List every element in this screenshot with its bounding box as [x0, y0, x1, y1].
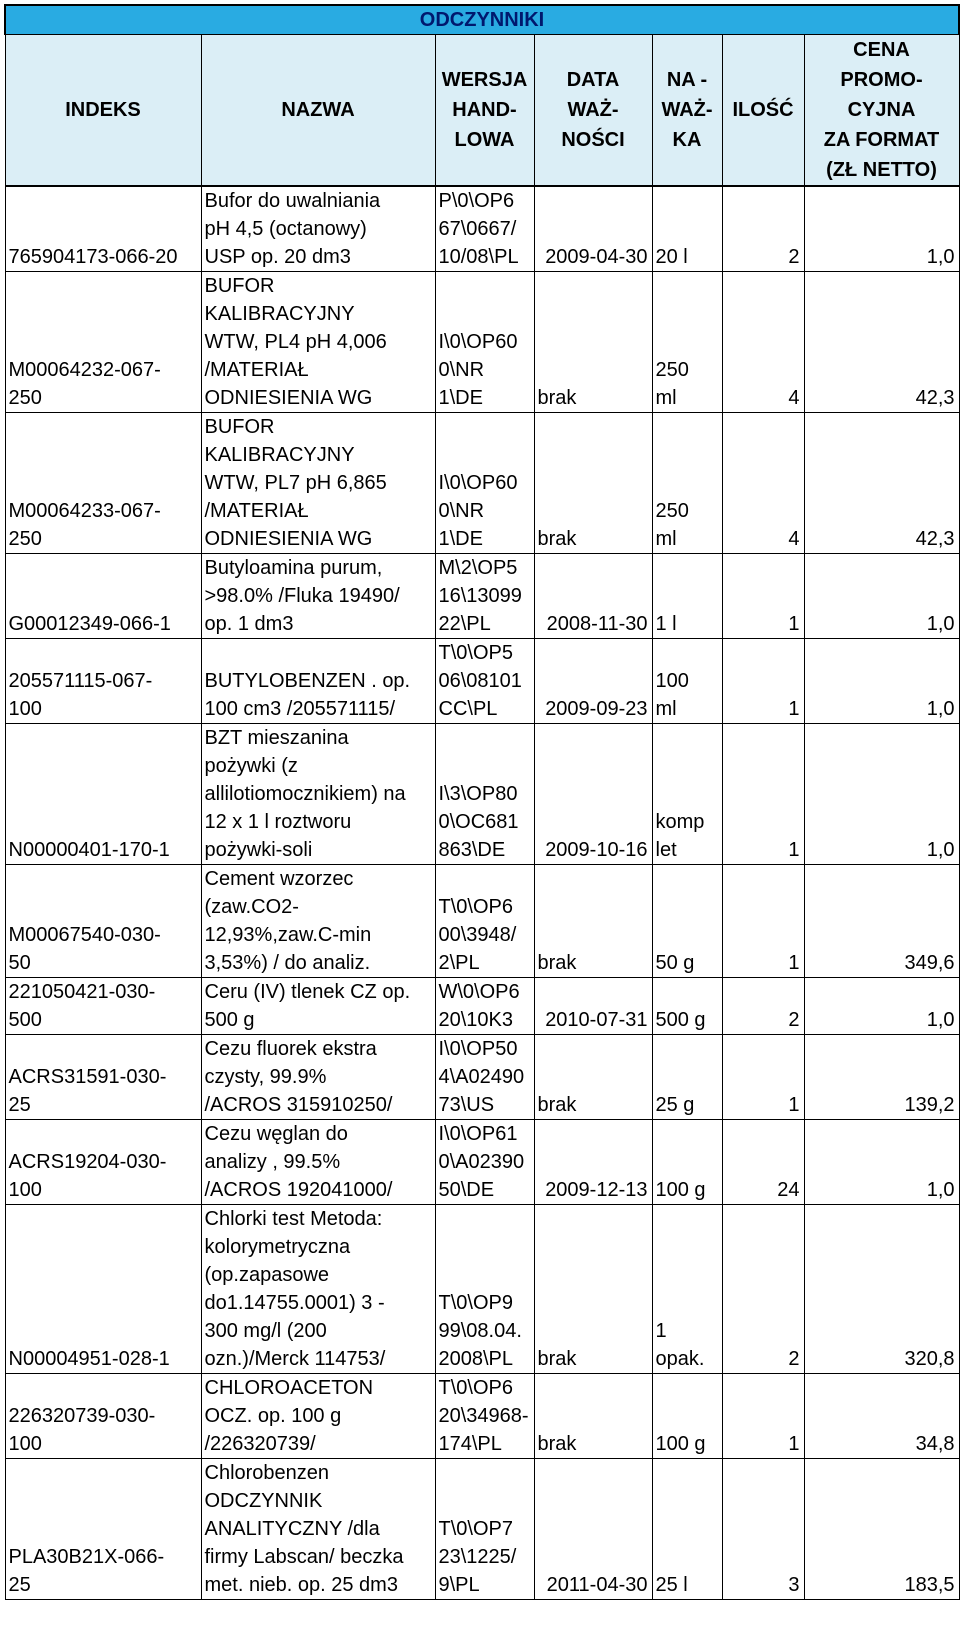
cell-ilosc: 1: [722, 639, 804, 724]
cell-data: brak: [534, 1035, 652, 1120]
cell-indeks: N00004951-028-1: [5, 1205, 201, 1374]
table-row: [5, 413, 959, 554]
cell-cena: 349,6: [804, 865, 959, 978]
cell-indeks: N00000401-170-1: [5, 724, 201, 865]
cell-ilosc: 2: [722, 978, 804, 1035]
cell-ilosc: 1: [722, 865, 804, 978]
cell-cena: 1,0: [804, 724, 959, 865]
table-row: [5, 1205, 959, 1374]
cell-nawazka: 50 g: [652, 865, 722, 978]
cell-data: brak: [534, 1374, 652, 1459]
cell-data: brak: [534, 865, 652, 978]
cell-nazwa: BZT mieszanina pożywki (z allilotiomocznikiem) na 12 x 1 l roztworu pożywki-soli: [201, 724, 435, 865]
cell-nazwa: Chlorki test Metoda: kolorymetryczna (op.zapasowe do1.14755.0001) 3 - 300 mg/l (200 ozn.)/Merck 114753/: [201, 1205, 435, 1374]
cell-nawazka: 20 l: [652, 186, 722, 272]
table-title: ODCZYNNIKI: [5, 5, 959, 35]
cell-cena: 139,2: [804, 1035, 959, 1120]
cell-nawazka: 500 g: [652, 978, 722, 1035]
cell-data: 2009-12-13: [534, 1120, 652, 1205]
cell-nazwa: BUFOR KALIBRACYJNY WTW, PL7 pH 6,865 /MATERIAŁ ODNIESIENIA WG: [201, 413, 435, 554]
cell-ilosc: 1: [722, 1035, 804, 1120]
cell-wersja: W\0\OP6 20\10K3: [435, 978, 534, 1035]
cell-data: 2008-11-30: [534, 554, 652, 639]
reagents-table-container: [4, 4, 958, 1600]
table-row: [5, 978, 959, 1035]
table-row: [5, 1035, 959, 1120]
cell-cena: 320,8: [804, 1205, 959, 1374]
header-wersja: WERSJA HAND- LOWA: [435, 35, 534, 187]
cell-nawazka: 100 ml: [652, 639, 722, 724]
cell-nazwa: Cezu fluorek ekstra czysty, 99.9% /ACROS 315910250/: [201, 1035, 435, 1120]
cell-nazwa: BUTYLOBENZEN . op. 100 cm3 /205571115/: [201, 639, 435, 724]
cell-wersja: T\0\OP5 06\08101 CC\PL: [435, 639, 534, 724]
cell-data: brak: [534, 1205, 652, 1374]
cell-indeks: M00064233-067- 250: [5, 413, 201, 554]
cell-nazwa: Cement wzorzec (zaw.CO2- 12,93%,zaw.C-min 3,53%) / do analiz.: [201, 865, 435, 978]
cell-wersja: I\0\OP60 0\NR 1\DE: [435, 413, 534, 554]
cell-indeks: 226320739-030- 100: [5, 1374, 201, 1459]
table-row: [5, 1459, 959, 1600]
table-row: [5, 272, 959, 413]
table-row: [5, 1120, 959, 1205]
cell-nawazka: 1 l: [652, 554, 722, 639]
header-nawazka: NA - WAŻ- KA: [652, 35, 722, 187]
cell-cena: 1,0: [804, 978, 959, 1035]
cell-nazwa: Bufor do uwalniania pH 4,5 (octanowy) USP op. 20 dm3: [201, 186, 435, 272]
cell-nazwa: Chlorobenzen ODCZYNNIK ANALITYCZNY /dla firmy Labscan/ beczka met. nieb. op. 25 dm3: [201, 1459, 435, 1600]
cell-nawazka: 250 ml: [652, 272, 722, 413]
cell-nawazka: komp let: [652, 724, 722, 865]
header-indeks: INDEKS: [5, 35, 201, 187]
cell-ilosc: 24: [722, 1120, 804, 1205]
cell-wersja: I\0\OP60 0\NR 1\DE: [435, 272, 534, 413]
cell-data: 2009-10-16: [534, 724, 652, 865]
table-row: [5, 186, 959, 272]
cell-wersja: T\0\OP6 00\3948/ 2\PL: [435, 865, 534, 978]
cell-ilosc: 1: [722, 1374, 804, 1459]
table-row: [5, 639, 959, 724]
cell-cena: 1,0: [804, 639, 959, 724]
reagents-table: [4, 4, 960, 1600]
cell-ilosc: 2: [722, 1205, 804, 1374]
cell-cena: 1,0: [804, 1120, 959, 1205]
cell-nawazka: 25 l: [652, 1459, 722, 1600]
cell-data: 2010-07-31: [534, 978, 652, 1035]
table-row: [5, 554, 959, 639]
cell-nazwa: BUFOR KALIBRACYJNY WTW, PL4 pH 4,006 /MATERIAŁ ODNIESIENIA WG: [201, 272, 435, 413]
cell-wersja: T\0\OP6 20\34968- 174\PL: [435, 1374, 534, 1459]
table-row: [5, 724, 959, 865]
cell-wersja: I\0\OP61 0\A02390 50\DE: [435, 1120, 534, 1205]
cell-cena: 1,0: [804, 186, 959, 272]
cell-nazwa: CHLOROACETON OCZ. op. 100 g /226320739/: [201, 1374, 435, 1459]
cell-wersja: M\2\OP5 16\13099 22\PL: [435, 554, 534, 639]
cell-wersja: I\0\OP50 4\A02490 73\US: [435, 1035, 534, 1120]
cell-nawazka: 100 g: [652, 1374, 722, 1459]
cell-ilosc: 1: [722, 724, 804, 865]
table-row: [5, 865, 959, 978]
cell-nawazka: 250 ml: [652, 413, 722, 554]
header-nazwa: NAZWA: [201, 35, 435, 187]
cell-wersja: T\0\OP9 99\08.04. 2008\PL: [435, 1205, 534, 1374]
cell-ilosc: 4: [722, 272, 804, 413]
cell-nazwa: Ceru (IV) tlenek CZ op. 500 g: [201, 978, 435, 1035]
cell-cena: 34,8: [804, 1374, 959, 1459]
cell-nawazka: 1 opak.: [652, 1205, 722, 1374]
table-row: [5, 1374, 959, 1459]
header-data: DATA WAŻ- NOŚCI: [534, 35, 652, 187]
cell-cena: 42,3: [804, 272, 959, 413]
cell-data: 2011-04-30: [534, 1459, 652, 1600]
cell-indeks: PLA30B21X-066- 25: [5, 1459, 201, 1600]
cell-indeks: 205571115-067- 100: [5, 639, 201, 724]
cell-data: 2009-04-30: [534, 186, 652, 272]
cell-cena: 42,3: [804, 413, 959, 554]
cell-ilosc: 3: [722, 1459, 804, 1600]
cell-indeks: G00012349-066-1: [5, 554, 201, 639]
cell-wersja: I\3\OP80 0\OC681 863\DE: [435, 724, 534, 865]
cell-indeks: M00067540-030- 50: [5, 865, 201, 978]
cell-indeks: ACRS19204-030- 100: [5, 1120, 201, 1205]
header-ilosc: ILOŚĆ: [722, 35, 804, 187]
cell-data: 2009-09-23: [534, 639, 652, 724]
cell-nazwa: Butyloamina purum, >98.0% /Fluka 19490/ op. 1 dm3: [201, 554, 435, 639]
cell-indeks: M00064232-067- 250: [5, 272, 201, 413]
cell-ilosc: 4: [722, 413, 804, 554]
header-cena: CENA PROMO- CYJNA ZA FORMAT (ZŁ NETTO): [804, 35, 959, 187]
cell-ilosc: 2: [722, 186, 804, 272]
cell-indeks: 765904173-066-20: [5, 186, 201, 272]
cell-wersja: P\0\OP6 67\0667/ 10/08\PL: [435, 186, 534, 272]
cell-cena: 183,5: [804, 1459, 959, 1600]
cell-cena: 1,0: [804, 554, 959, 639]
cell-indeks: 221050421-030- 500: [5, 978, 201, 1035]
cell-nawazka: 25 g: [652, 1035, 722, 1120]
cell-nawazka: 100 g: [652, 1120, 722, 1205]
cell-nazwa: Cezu węglan do analizy , 99.5% /ACROS 192041000/: [201, 1120, 435, 1205]
cell-data: brak: [534, 413, 652, 554]
table-body: [5, 186, 959, 1600]
cell-wersja: T\0\OP7 23\1225/ 9\PL: [435, 1459, 534, 1600]
cell-ilosc: 1: [722, 554, 804, 639]
cell-data: brak: [534, 272, 652, 413]
cell-indeks: ACRS31591-030- 25: [5, 1035, 201, 1120]
